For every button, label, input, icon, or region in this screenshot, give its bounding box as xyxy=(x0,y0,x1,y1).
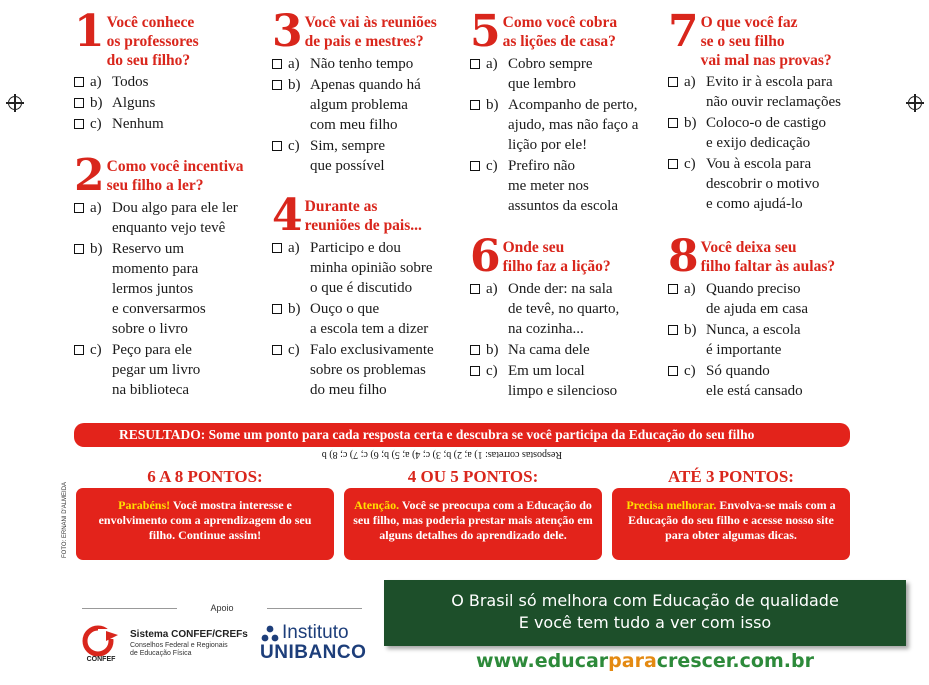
url-part1: www.educar xyxy=(476,650,609,672)
photo-credit-text: FOTO: ERNANI D'ALMEIDA xyxy=(62,481,68,558)
option-text-line: Nenhum xyxy=(112,116,164,132)
option-text xyxy=(112,114,164,134)
option-text-line: Apenas quando há xyxy=(310,77,421,93)
url-part3: crescer.com.br xyxy=(656,650,814,672)
option-text-line: a escola tem a dizer xyxy=(310,321,429,337)
option-text-line: algum problema xyxy=(310,97,408,113)
option-letter: c) xyxy=(684,363,696,379)
option-text-line: Todos xyxy=(112,74,149,90)
option-text-line: sobre o livro xyxy=(112,321,188,337)
checkbox-icon[interactable] xyxy=(470,161,480,171)
question-header xyxy=(668,231,858,282)
option-text-line: Quando preciso xyxy=(706,281,801,297)
confef-subtitle-line1: Conselhos Federal e Regionais xyxy=(130,642,228,649)
options-list xyxy=(74,72,264,134)
option-letter: b) xyxy=(288,77,301,93)
checkbox-icon[interactable] xyxy=(74,98,84,108)
option-letter: b) xyxy=(486,97,499,113)
option-text-line: assuntos da escola xyxy=(508,198,618,214)
option-text-line: e como ajudá-lo xyxy=(706,196,803,212)
option-text-line: ele está cansado xyxy=(706,383,803,399)
question-title-line: filho faz a lição? xyxy=(502,258,611,275)
option-text-line: Onde der: na sala xyxy=(508,281,613,297)
confef-logo-text: CONFEF xyxy=(86,656,116,663)
option-text xyxy=(508,54,593,94)
checkbox-icon[interactable] xyxy=(74,77,84,87)
option-text-line: Prefiro não xyxy=(508,158,576,174)
option-b[interactable] xyxy=(470,340,665,360)
option-b[interactable] xyxy=(272,299,462,339)
question-number: 7 xyxy=(668,6,699,57)
option-text-line: não ouvir reclamações xyxy=(706,94,841,110)
unibanco-line2: UNIBANCO xyxy=(260,642,367,663)
option-a[interactable] xyxy=(272,238,462,298)
option-text xyxy=(310,54,413,74)
options-list xyxy=(668,72,858,214)
option-letter: a) xyxy=(486,281,498,297)
option-letter: a) xyxy=(684,74,696,90)
confef-logo-block xyxy=(78,625,248,665)
option-text-line: Dou algo para ele ler xyxy=(112,200,238,216)
options-list xyxy=(668,279,858,401)
option-text-line: lição por ele! xyxy=(508,137,588,153)
option-text-line: Alguns xyxy=(112,95,156,111)
option-text xyxy=(706,279,808,319)
option-a[interactable] xyxy=(668,279,858,319)
option-b[interactable] xyxy=(668,320,858,360)
options-list xyxy=(272,54,462,176)
option-text-line: na biblioteca xyxy=(112,382,190,398)
option-text-line: limpo e silencioso xyxy=(508,383,618,399)
option-letter: a) xyxy=(486,56,498,72)
checkbox-icon[interactable] xyxy=(470,100,480,110)
question-number: 1 xyxy=(74,6,105,57)
question-header xyxy=(272,6,462,57)
option-text-line: Vou à escola para xyxy=(706,156,812,172)
option-text-line: momento para xyxy=(112,261,199,277)
option-text xyxy=(112,239,206,339)
options-list xyxy=(272,238,462,400)
option-c[interactable] xyxy=(470,361,665,401)
option-text-line: Na cama dele xyxy=(508,342,590,358)
option-letter: a) xyxy=(90,74,102,90)
option-text xyxy=(706,154,819,214)
question-title-line: seu filho a ler? xyxy=(106,177,204,194)
question-header xyxy=(668,6,858,70)
option-text xyxy=(310,299,428,339)
question-title xyxy=(305,12,437,51)
question-title-line: do seu filho? xyxy=(106,52,191,69)
option-c[interactable] xyxy=(74,340,264,400)
options-list xyxy=(470,54,665,216)
option-text xyxy=(112,198,238,238)
checkbox-icon[interactable] xyxy=(470,284,480,294)
option-letter: c) xyxy=(486,158,498,174)
option-text-line: Reservo um xyxy=(112,241,185,257)
option-text-line: do meu filho xyxy=(310,382,387,398)
option-letter: b) xyxy=(684,115,697,131)
checkbox-icon[interactable] xyxy=(272,141,282,151)
option-text-line: minha opinião sobre xyxy=(310,260,433,276)
option-c[interactable] xyxy=(272,136,462,176)
checkbox-icon[interactable] xyxy=(74,345,84,355)
option-letter: c) xyxy=(90,116,102,132)
option-c[interactable] xyxy=(668,154,858,214)
option-text-line: ajudo, mas não faço a xyxy=(508,117,639,133)
checkbox-icon[interactable] xyxy=(470,366,480,376)
website-url[interactable] xyxy=(384,650,906,672)
option-text-line: com meu filho xyxy=(310,117,398,133)
option-text-line: Sim, sempre xyxy=(310,138,385,154)
question-number: 3 xyxy=(272,6,303,57)
question-number: 4 xyxy=(272,190,303,241)
option-b[interactable] xyxy=(272,75,462,135)
apoio-label: Apoio xyxy=(82,603,362,613)
score-text-low: Envolva-se mais com a Educação do seu filho e acesse nosso site para obter algumas dicas. xyxy=(628,498,836,542)
question-title-line: Como você incentiva xyxy=(106,158,244,175)
option-text-line: e conversarmos xyxy=(112,301,206,317)
score-box-mid xyxy=(344,488,602,560)
option-text-line: é importante xyxy=(706,342,782,358)
option-letter: a) xyxy=(288,56,300,72)
option-text xyxy=(508,361,617,401)
result-text: Some um ponto para cada resposta certa e descubra se você participa da Educação do seu filho xyxy=(208,427,755,442)
question-number: 2 xyxy=(74,150,105,201)
question-title-line: Você deixa seu xyxy=(700,239,797,256)
question-header xyxy=(470,6,665,57)
option-text xyxy=(310,238,432,298)
option-text-line: Participo e dou xyxy=(310,240,401,256)
option-letter: b) xyxy=(684,322,697,338)
option-text xyxy=(508,340,590,360)
question-header xyxy=(272,190,462,241)
option-a[interactable] xyxy=(74,72,264,92)
option-text xyxy=(508,279,619,339)
option-b[interactable] xyxy=(470,95,665,155)
question-title xyxy=(701,237,836,276)
question-3 xyxy=(272,6,462,177)
option-letter: c) xyxy=(288,138,300,154)
option-text-line: pegar um livro xyxy=(112,362,201,378)
option-text-line: Só quando xyxy=(706,363,770,379)
options-list xyxy=(74,198,264,400)
question-title xyxy=(305,196,422,235)
option-text-line: na cozinha... xyxy=(508,321,584,337)
checkbox-icon[interactable] xyxy=(272,304,282,314)
option-a[interactable] xyxy=(272,54,462,74)
option-text-line: Falo exclusivamente xyxy=(310,342,434,358)
checkbox-icon[interactable] xyxy=(668,325,678,335)
score-highlight-mid: Atenção. xyxy=(354,498,400,512)
option-a[interactable] xyxy=(668,72,858,112)
question-4 xyxy=(272,190,462,401)
option-text xyxy=(706,361,803,401)
slogan-line2: E você tem tudo a ver com isso xyxy=(518,613,772,632)
option-b[interactable] xyxy=(668,113,858,153)
option-text-line: Não tenho tempo xyxy=(310,56,414,72)
option-letter: c) xyxy=(684,156,696,172)
option-c[interactable] xyxy=(470,156,665,216)
option-text xyxy=(112,93,155,113)
option-c[interactable] xyxy=(74,114,264,134)
question-title-line: filho faltar às aulas? xyxy=(700,258,836,275)
question-header xyxy=(470,231,665,282)
question-title-line: os professores xyxy=(106,33,199,50)
unibanco-logo-icon xyxy=(260,624,280,644)
slogan-line1: O Brasil só melhora com Educação de qualidade xyxy=(451,591,839,610)
score-text-mid: Você se preocupa com a Educação do seu filho, mas poderia prestar mais atenção em alguns detalhes do aprendizado dele. xyxy=(353,498,593,542)
confef-subtitle-line2: de Educação Física xyxy=(130,650,192,657)
option-letter: c) xyxy=(90,342,102,358)
option-text xyxy=(310,340,434,400)
option-a[interactable] xyxy=(74,198,264,238)
option-text-line: Em um local xyxy=(508,363,585,379)
checkbox-icon[interactable] xyxy=(668,118,678,128)
confef-logo-icon xyxy=(78,625,124,663)
option-b[interactable] xyxy=(74,93,264,113)
option-letter: b) xyxy=(90,95,103,111)
option-c[interactable] xyxy=(272,340,462,400)
option-text xyxy=(706,320,801,360)
question-title-line: reuniões de pais... xyxy=(304,217,422,234)
checkbox-icon[interactable] xyxy=(668,284,678,294)
unibanco-logo-block xyxy=(260,622,370,662)
option-text-line: descobrir o motivo xyxy=(706,176,820,192)
score-box-high xyxy=(76,488,334,560)
correct-answers: Respostas corretas: 1) a; 2) b; 3) c; 4) a; 5) b; 6) c; 7) c; 8) b xyxy=(321,449,562,460)
result-bar xyxy=(74,423,850,447)
question-number: 6 xyxy=(470,231,501,282)
question-title-line: Durante as xyxy=(304,198,378,215)
option-text xyxy=(706,113,826,153)
option-text-line: Ouço o que xyxy=(310,301,380,317)
question-number: 5 xyxy=(470,6,501,57)
option-text xyxy=(112,72,148,92)
option-text xyxy=(112,340,200,400)
question-title-line: Você conhece xyxy=(106,14,195,31)
option-letter: a) xyxy=(90,200,102,216)
checkbox-icon[interactable] xyxy=(668,366,678,376)
score-heading-low: ATÉ 3 PONTOS: xyxy=(668,467,794,486)
option-letter: b) xyxy=(288,301,301,317)
option-text xyxy=(508,95,638,155)
option-a[interactable] xyxy=(470,279,665,339)
option-text-line: Nunca, a escola xyxy=(706,322,801,338)
option-letter: a) xyxy=(684,281,696,297)
question-title-line: de pais e mestres? xyxy=(304,33,424,50)
option-letter: b) xyxy=(486,342,499,358)
question-title xyxy=(107,12,199,70)
option-text xyxy=(508,156,618,216)
option-text xyxy=(706,72,841,112)
question-number: 8 xyxy=(668,231,699,282)
question-header xyxy=(74,6,264,70)
slogan-banner xyxy=(384,580,906,646)
option-text-line: enquanto vejo tevê xyxy=(112,220,226,236)
score-box-low xyxy=(612,488,850,560)
option-text-line: de ajuda em casa xyxy=(706,301,809,317)
option-text-line: lermos juntos xyxy=(112,281,194,297)
option-text-line: de tevê, no quarto, xyxy=(508,301,620,317)
checkbox-icon[interactable] xyxy=(272,59,282,69)
question-title-line: O que você faz xyxy=(700,14,798,31)
question-title-line: as lições de casa? xyxy=(502,33,616,50)
question-2 xyxy=(74,150,264,401)
question-6 xyxy=(470,231,665,402)
checkbox-icon[interactable] xyxy=(668,159,678,169)
option-text-line: sobre os problemas xyxy=(310,362,426,378)
option-text-line: Evito ir à escola para xyxy=(706,74,833,90)
photo-credit xyxy=(60,470,70,560)
option-letter: b) xyxy=(90,241,103,257)
confef-title: Sistema CONFEF/CREFs xyxy=(130,629,248,640)
option-b[interactable] xyxy=(74,239,264,339)
score-highlight-low: Precisa melhorar. xyxy=(626,498,717,512)
question-title-line: se o seu filho xyxy=(700,33,785,50)
question-title xyxy=(107,156,244,195)
score-heading-mid: 4 OU 5 PONTOS: xyxy=(407,467,539,486)
question-7 xyxy=(668,6,858,215)
checkbox-icon[interactable] xyxy=(74,119,84,129)
checkbox-icon[interactable] xyxy=(272,345,282,355)
option-text xyxy=(310,75,421,135)
question-title xyxy=(503,12,618,51)
question-title-line: vai mal nas provas? xyxy=(700,52,832,69)
question-title xyxy=(701,12,832,70)
question-header xyxy=(74,150,264,201)
option-letter: c) xyxy=(486,363,498,379)
option-text xyxy=(310,136,385,176)
checkbox-icon[interactable] xyxy=(272,80,282,90)
question-title-line: Onde seu xyxy=(502,239,565,256)
question-title-line: Você vai às reuniões xyxy=(304,14,437,31)
registration-mark-left xyxy=(8,96,22,110)
score-text-high: Você mostra interesse e envolvimento com a aprendizagem do seu filho. Continue assim! xyxy=(98,498,312,542)
checkbox-icon[interactable] xyxy=(272,243,282,253)
question-8 xyxy=(668,231,858,402)
option-letter: a) xyxy=(288,240,300,256)
checkbox-icon[interactable] xyxy=(74,203,84,213)
checkbox-icon[interactable] xyxy=(470,345,480,355)
question-5 xyxy=(470,6,665,217)
question-title xyxy=(503,237,611,276)
confef-subtitle xyxy=(130,642,228,658)
option-c[interactable] xyxy=(668,361,858,401)
option-letter: c) xyxy=(288,342,300,358)
checkbox-icon[interactable] xyxy=(668,77,678,87)
option-text-line: me meter nos xyxy=(508,178,589,194)
option-text-line: Cobro sempre xyxy=(508,56,593,72)
score-heading-high: 6 A 8 PONTOS: xyxy=(147,467,263,486)
option-text-line: Acompanho de perto, xyxy=(508,97,638,113)
registration-mark-right xyxy=(908,96,922,110)
unibanco-line1: Instituto xyxy=(282,622,349,643)
result-label: RESULTADO: xyxy=(119,427,206,442)
option-text-line: Coloco-o de castigo xyxy=(706,115,826,131)
score-highlight-high: Parabéns! xyxy=(118,498,171,512)
options-list xyxy=(470,279,665,401)
option-text-line: que lembro xyxy=(508,76,576,92)
option-text-line: que possível xyxy=(310,158,385,174)
option-text-line: o que é discutido xyxy=(310,280,413,296)
option-a[interactable] xyxy=(470,54,665,94)
question-title-line: Como você cobra xyxy=(502,14,618,31)
checkbox-icon[interactable] xyxy=(470,59,480,69)
question-1 xyxy=(74,6,264,135)
url-part2: para xyxy=(608,650,657,672)
checkbox-icon[interactable] xyxy=(74,244,84,254)
option-text-line: Peço para ele xyxy=(112,342,192,358)
option-text-line: e exijo dedicação xyxy=(706,135,811,151)
